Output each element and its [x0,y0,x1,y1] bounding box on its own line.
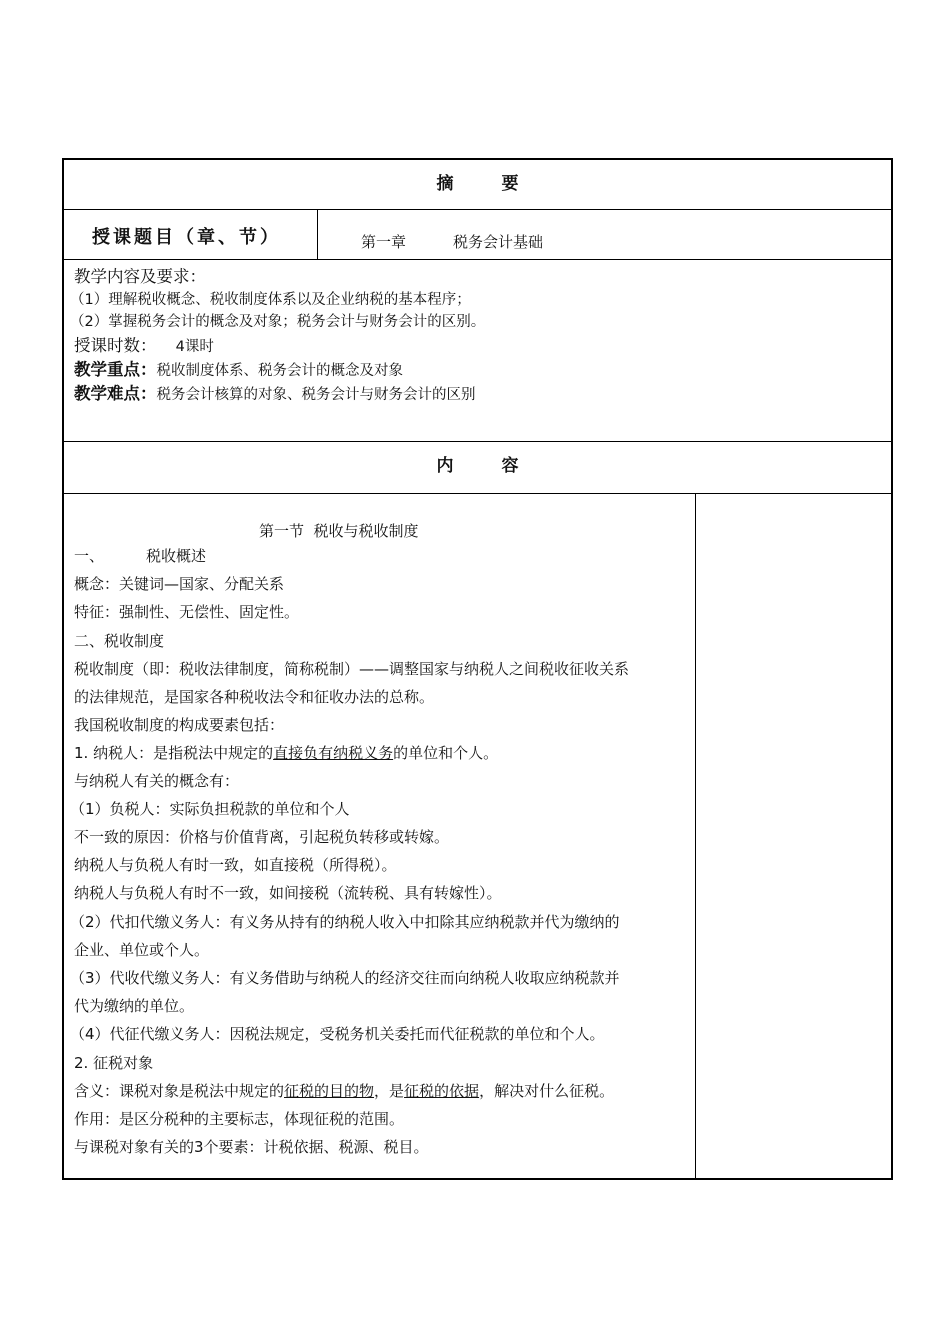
difficulty-label: 教学难点： [74,384,157,403]
topic-label: 授课题目（章、节） [92,227,281,248]
text-line: 作用：是区分税种的主要标志，体现征税的范围。 [74,1110,405,1128]
requirements-block [64,260,891,442]
text-line: 的法律规范，是国家各种税收法令和征收办法的总称。 [74,688,435,706]
text-line: 不一致的原因：价格与价值背离，引起税负转移或转嫁。 [74,828,450,846]
topic-row [64,210,891,260]
text-line: 代为缴纳的单位。 [74,997,195,1015]
text-line: 纳税人与负税人有时一致，如直接税（所得税）。 [74,856,397,874]
chapter-number: 第一章 [361,233,407,251]
text-line: 我国税收制度的构成要素包括： [74,716,285,734]
chapter-title: 税务会计基础 [453,233,544,251]
text-line: 与课税对象有关的3个要素：计税依据、税源、税目。 [74,1138,429,1156]
taxpayer-line: 1. 纳税人：是指税法中规定的直接负有纳税义务的单位和个人。 [74,744,499,762]
text-line: 企业、单位或个人。 [74,941,210,959]
content-title: 内 容 [436,456,519,476]
heading-tax-object: 2. 征税对象 [74,1054,154,1072]
requirements-label: 教学内容及要求： [74,267,206,286]
text-line: 概念：关键词—国家、分配关系 [74,575,285,593]
difficulty-row [74,380,476,404]
summary-title: 摘 要 [436,174,519,194]
text-line: 纳税人与负税人有时不一致，如间接税（流转税、具有转嫁性）。 [74,884,502,902]
meaning-line: 含义：课税对象是税法中规定的征税的目的物，是征税的依据，解决对什么征税。 [74,1082,615,1100]
text-line: （1）负税人：实际负担税款的单位和个人 [70,800,350,818]
hours-label: 授课时数： [74,336,157,355]
requirement-item: （1）理解税收概念、税收制度体系以及企业纳税的基本程序； [70,292,471,308]
summary-header [64,160,891,210]
hours-value: 4课时 [175,339,214,355]
text-line: （3）代收代缴义务人：有义务借助与纳税人的经济交往而向纳税人收取应纳税款并 [70,969,620,987]
lesson-plan-table [62,158,893,1180]
heading-overview: 一、 税收概述 [74,547,207,565]
text-line: 与纳税人有关的概念有： [74,772,240,790]
content-header [64,442,891,494]
text-line: 特征：强制性、无偿性、固定性。 [74,603,300,621]
focus-value: 税收制度体系、税务会计的概念及对象 [156,363,403,379]
difficulty-value: 税务会计核算的对象、税务会计与财务会计的区别 [156,387,476,403]
requirement-item: （2）掌握税务会计的概念及对象；税务会计与财务会计的区别。 [70,314,486,330]
text-line: 税收制度（即：税收法律制度，简称税制）——调整国家与纳税人之间税收征收关系 [74,660,630,678]
text-line: （4）代征代缴义务人：因税法规定，受税务机关委托而代征税款的单位和个人。 [70,1025,605,1043]
focus-label: 教学重点： [74,360,157,379]
section-title: 第一节 税收与税收制度 [259,522,419,540]
heading-tax-system: 二、税收制度 [74,632,165,650]
content-body [64,494,891,1180]
text-line: （2）代扣代缴义务人：有义务从持有的纳税人收入中扣除其应纳税款并代为缴纳的 [70,913,620,931]
focus-row [74,356,403,380]
hours-row [74,332,214,356]
